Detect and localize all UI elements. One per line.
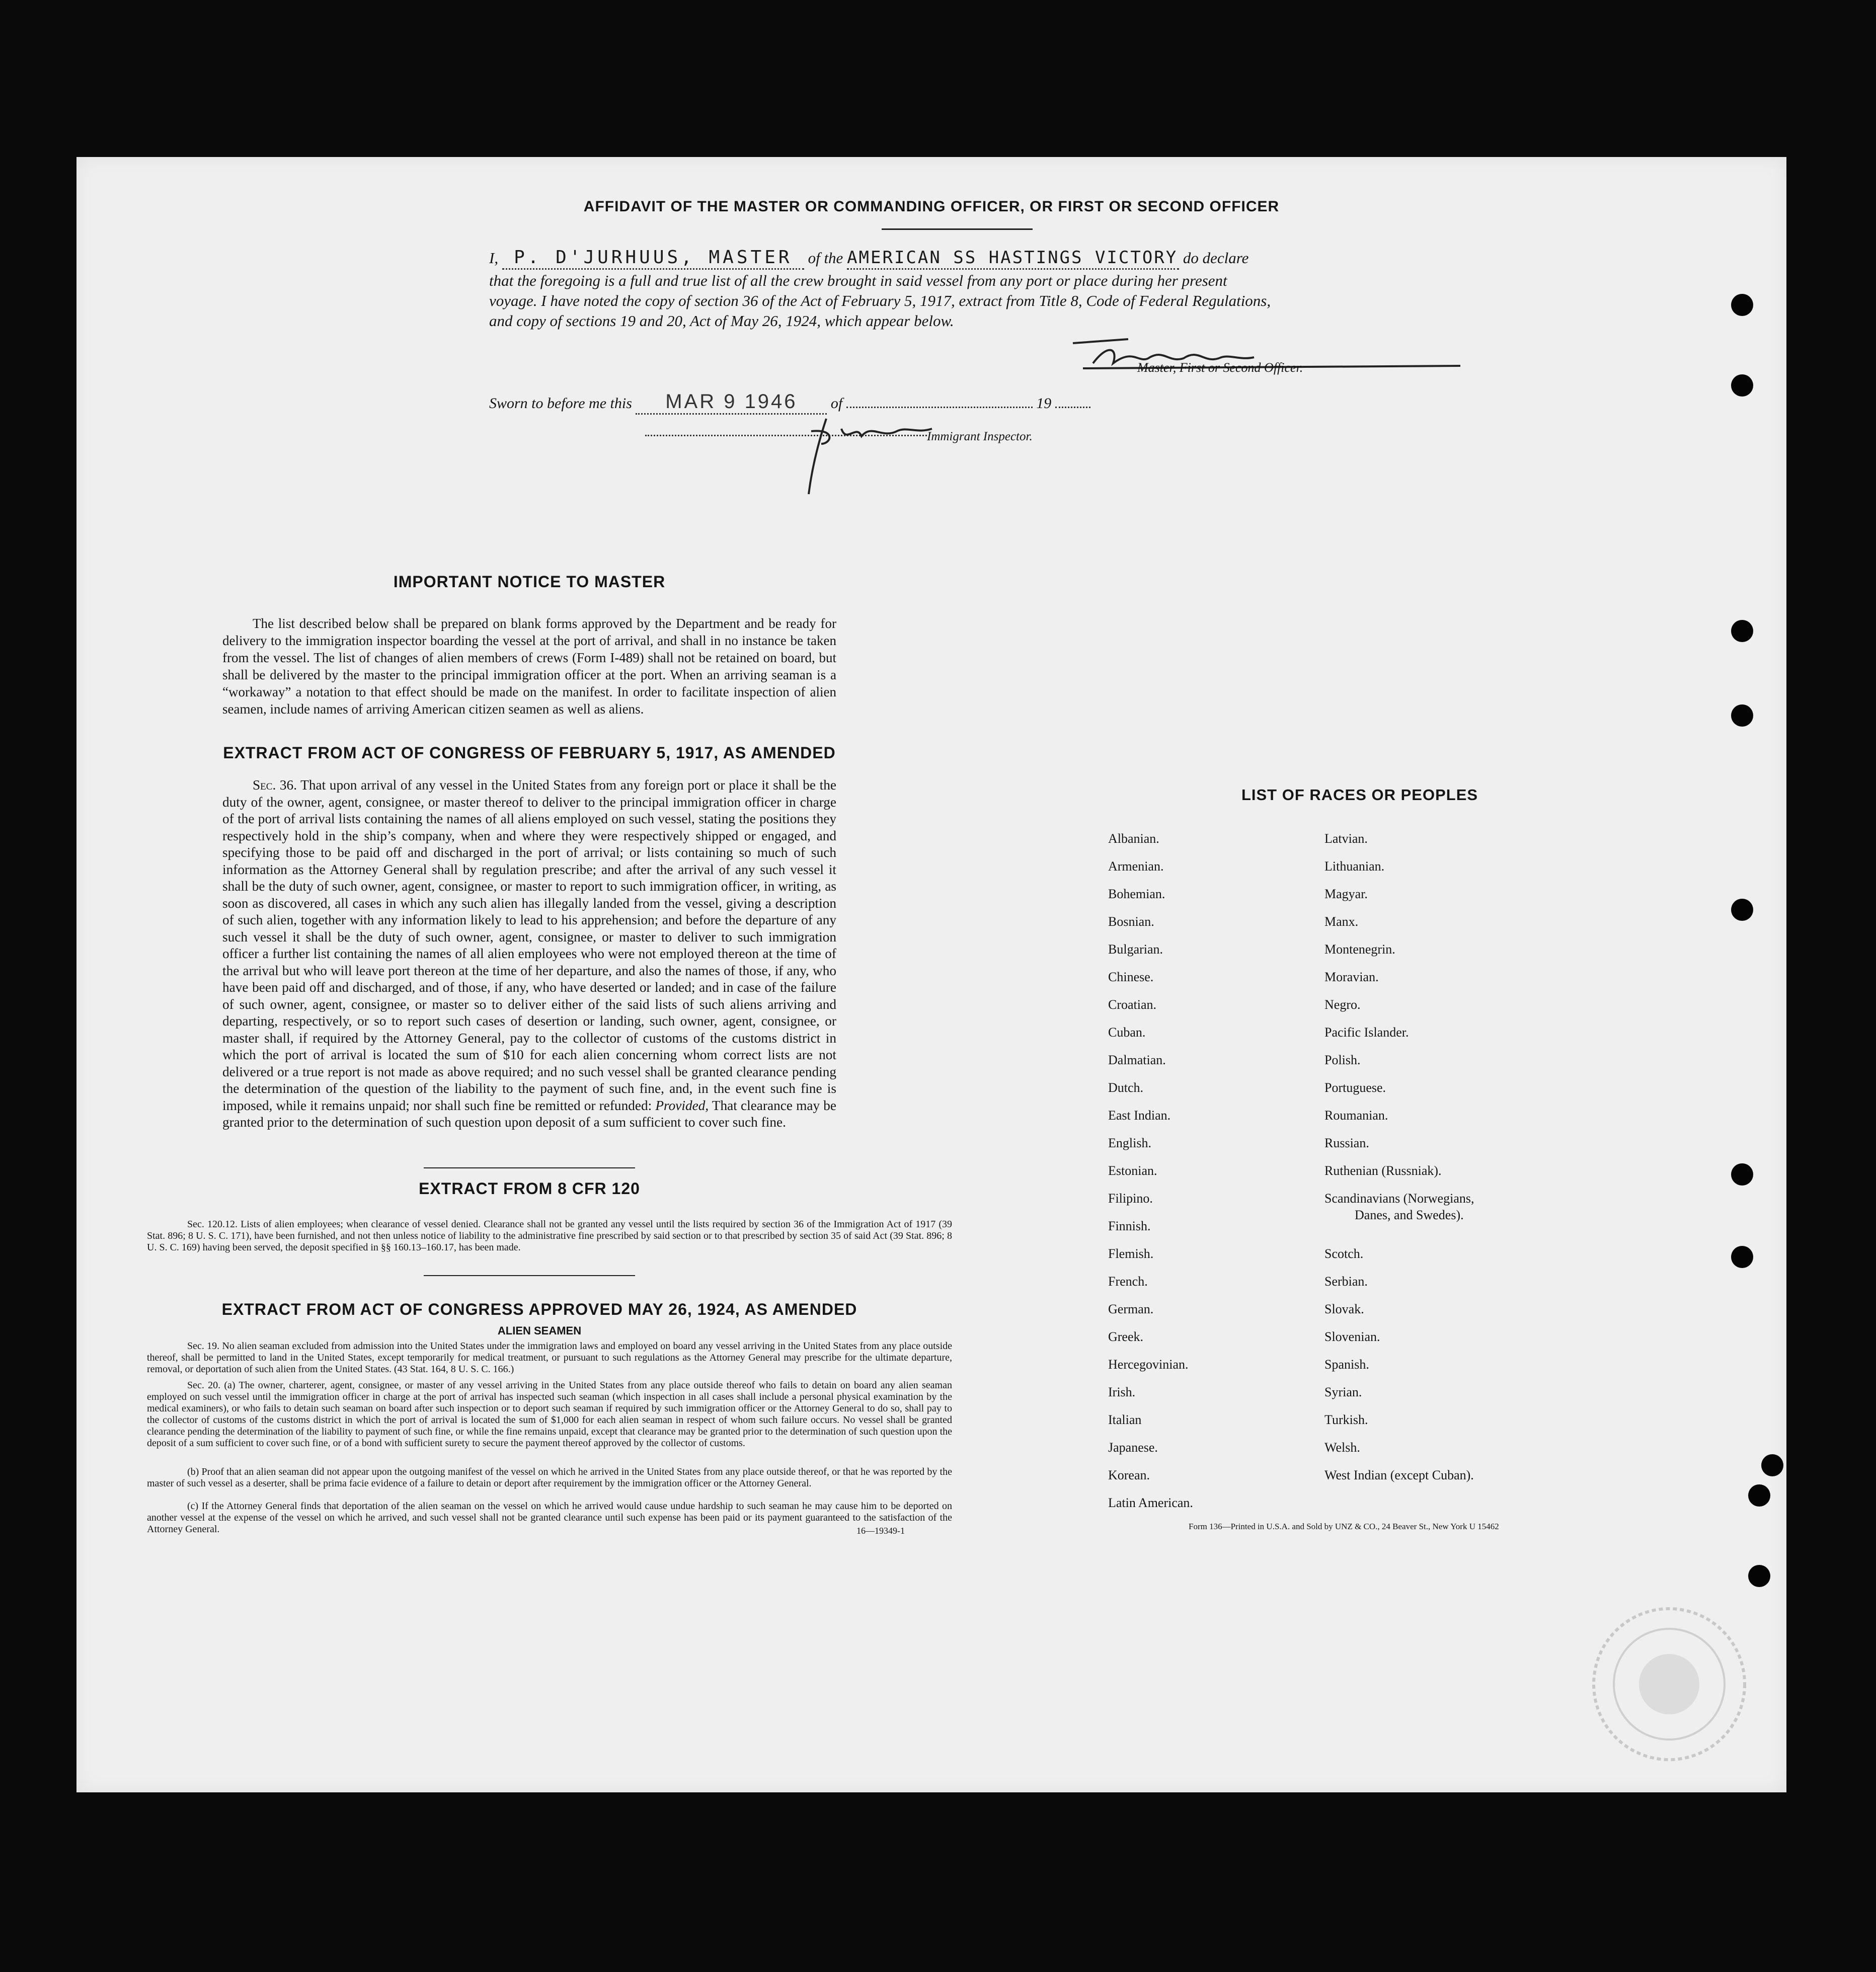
sworn-of: of xyxy=(830,395,843,412)
extract-1917-heading: EXTRACT FROM ACT OF CONGRESS OF FEBRUARY 5, 1917, AS AMENDED xyxy=(223,744,836,762)
race-item: Ruthenian (Russniak). xyxy=(1324,1163,1442,1178)
affidavit-title: AFFIDAVIT OF THE MASTER OR COMMANDING OFFICER, OR FIRST OR SECOND OFFICER xyxy=(583,198,1280,215)
race-item: Dalmatian. xyxy=(1108,1053,1166,1067)
affidavit-of-the: of the xyxy=(808,249,843,267)
race-item: Roumanian. xyxy=(1324,1108,1388,1123)
signature-caption: Master, First or Second Officer. xyxy=(1137,360,1303,375)
race-item: Estonian. xyxy=(1108,1163,1157,1178)
race-item: Manx. xyxy=(1324,914,1359,929)
race-item: Bulgarian. xyxy=(1108,942,1163,957)
race-item: Portuguese. xyxy=(1324,1080,1386,1095)
footer-code: 16—19349-1 xyxy=(856,1526,905,1536)
provided-word: Provided, xyxy=(655,1097,709,1113)
rule-1 xyxy=(424,1167,635,1168)
punch-hole xyxy=(1731,704,1753,727)
race-item: Albanian. xyxy=(1108,831,1159,846)
title-rule xyxy=(882,228,1033,230)
affidavit-do-declare: do declare xyxy=(1183,249,1249,267)
race-item: Bosnian. xyxy=(1108,914,1154,929)
race-item: Syrian. xyxy=(1324,1385,1362,1399)
race-item: Italian xyxy=(1108,1412,1142,1427)
race-item: East Indian. xyxy=(1108,1108,1171,1123)
notice-heading: IMPORTANT NOTICE TO MASTER xyxy=(393,573,666,591)
date-stamp: MAR 9 1946 xyxy=(665,390,798,413)
sec-20c-text: (c) If the Attorney General finds that deportation of the alien seaman on the vessel on which he arrived would cause undue hardship to such seaman he may cause him to be deported on another vessel at the expense of the vessel on which he arrived, and such vessel shall not be granted clearance until such expense has been paid or its payment guaranteed to the satisfaction of the Attorney General. xyxy=(147,1501,952,1535)
alien-seamen-subheading: ALIEN SEAMEN xyxy=(497,1324,582,1337)
sec-36-body: That upon arrival of any vessel in the United States from any foreign port or place it shall be the duty of the owner, agent, consignee, or master thereof to deliver to the principal immigration officer in charge of the port of arrival lists containing the names of all aliens employed on such vessel, stating the positions they respectively hold in the ship’s company, when and where they were respectively shipped or engaged, and specifying those to be paid off and discharged in the port of arrival; or lists containing so much of such information as the Attorney General shall by regulation prescribe; and after the arrival of any such vessel it shall be the duty of such owner, agent, consignee, or master to report to such immigration officer, in writing, as soon as discovered, all cases in which any such alien has illegally landed from the vessel, giving a description of such alien, together with any information likely to lead to his apprehension; and before the departure of any such vessel it shall be the duty of such owner, agent, consignee, or master to deliver to such immigration officer a further list containing the names of all alien employees who were not employed thereon at the time of the arrival but who will leave port thereon at the time of her departure, and also the names of those, if any, who have been paid off and discharged, and of those, if any, who have deserted or landed; and in case of the failure of such owner, agent, consignee, or master so to deliver either of the said lists of such aliens arriving and departing, respectively, or so to report such cases of desertion or landing, such owner, agent, consignee, or master shall, if required by the Attorney General, pay to the collector of customs of the customs district in which the port of arrival is located the sum of $10 for each alien concerning whom correct lists are not delivered or a true report is not made as above required; and no such vessel shall be granted clearance pending the determination of the question of the liability to the payment of such fine, and, in the event such fine is imposed, while it remains unpaid; nor shall such fine be remitted or refunded: xyxy=(222,777,836,1113)
race-item: Filipino. xyxy=(1108,1191,1153,1206)
sec-20a-text: Sec. 20. (a) The owner, charterer, agent, consignee, or master of any vessel arriving in the United States from any place outside thereof who fails to detain on board any alien seaman employed on such vessel until the immigration officer in charge at the port of arrival has inspected such seaman (which inspection in all cases shall include a personal physical examination by the medical examiners), or who fails to detain such seaman on board after such inspection or to deport such seaman if required by such immigration officer or the Attorney General to do so, shall pay to the collector of customs of the customs district in which the port of arrival is located the sum of $1,000 for each alien seaman in respect of whom such failure occurs. No vessel shall be granted clearance pending the determination of the liability to payment of such fine, or while the fine remains unpaid, except that clearance may be granted prior to the determination of such question upon the deposit of a sum sufficient to cover such fine, or of a bond with sufficient surety to secure the payment thereof approved by the collector of customs. xyxy=(147,1380,952,1449)
embossed-seal xyxy=(1586,1601,1752,1767)
race-item: Serbian. xyxy=(1324,1274,1368,1289)
race-item: Danes, and Swedes). xyxy=(1355,1208,1464,1222)
sworn-prefix: Sworn to before me this xyxy=(489,395,632,412)
race-item: Armenian. xyxy=(1108,859,1164,874)
race-item: Croatian. xyxy=(1108,997,1157,1012)
race-item: Korean. xyxy=(1108,1468,1150,1482)
race-item: Turkish. xyxy=(1324,1412,1368,1427)
inspector-caption: Immigrant Inspector. xyxy=(927,430,1033,443)
affidavit-line-3: voyage. I have noted the copy of section 36 of the Act of February 5, 1917, extract from Title 8, Code of Federal Regulations, xyxy=(489,292,1271,309)
race-item: Slovenian. xyxy=(1324,1329,1380,1344)
race-item: Bohemian. xyxy=(1108,887,1165,901)
punch-hole xyxy=(1731,1163,1753,1186)
affidavit-line-4: and copy of sections 19 and 20, Act of May 26, 1924, which appear below. xyxy=(489,312,954,330)
vessel-name-handwritten: AMERICAN SS HASTINGS VICTORY xyxy=(847,248,1178,268)
rule-2 xyxy=(424,1275,635,1276)
race-item: Dutch. xyxy=(1108,1080,1144,1095)
race-item: Russian. xyxy=(1324,1136,1369,1150)
race-item: English. xyxy=(1108,1136,1151,1150)
race-item: Hercegovinian. xyxy=(1108,1357,1189,1372)
form-footer: Form 136—Printed in U.S.A. and Sold by UNZ & CO., 24 Beaver St., New York U 15462 xyxy=(1189,1522,1499,1531)
race-item: Latin American. xyxy=(1108,1495,1193,1510)
document-page xyxy=(76,157,1786,1792)
punch-hole xyxy=(1731,620,1753,642)
punch-hole xyxy=(1731,1246,1753,1268)
race-item: Cuban. xyxy=(1108,1025,1146,1040)
race-item: Scandinavians (Norwegians, xyxy=(1324,1191,1474,1206)
race-item: Chinese. xyxy=(1108,970,1154,984)
affidavit-prefix: I, xyxy=(489,249,499,267)
punch-hole xyxy=(1731,374,1753,397)
race-item: Welsh. xyxy=(1324,1440,1360,1455)
notice-text: The list described below shall be prepared on blank forms approved by the Department and be ready for delivery to the immigration inspector boarding the vessel at the port of arrival, and shall in no instance be taken from the vessel. The list of changes of alien members of crews (Form I-489) shall not be retained on board, but shall be delivered by the master to the principal immigration officer at the port. When an arriving seaman is a “workaway” a notation to that effect should be made on the manifest. In order to facilitate inspection of alien seamen, include names of arriving American citizen seamen as well as aliens. xyxy=(222,616,836,717)
punch-hole xyxy=(1731,294,1753,316)
punch-hole xyxy=(1761,1454,1783,1476)
race-item: Pacific Islander. xyxy=(1324,1025,1409,1040)
race-item: Latvian. xyxy=(1324,831,1368,846)
inspector-signature xyxy=(781,409,982,499)
master-name-handwritten: P. D'JURHUUS, MASTER xyxy=(514,247,793,268)
race-item: Negro. xyxy=(1324,997,1361,1012)
sec-36-label: Sec. 36. xyxy=(253,777,297,793)
extract-1924-heading: EXTRACT FROM ACT OF CONGRESS APPROVED MAY 26, 1924, AS AMENDED xyxy=(221,1300,857,1318)
punch-hole xyxy=(1748,1484,1770,1507)
race-item: Spanish. xyxy=(1324,1357,1369,1372)
race-item: Montenegrin. xyxy=(1324,942,1395,957)
race-item: Japanese. xyxy=(1108,1440,1158,1455)
sec-36-end: That clearance may be granted prior to the determination of such question upon deposit of a sum sufficient to cover such fine. xyxy=(222,1097,836,1130)
race-item: Magyar. xyxy=(1324,887,1368,901)
extract-1917-text xyxy=(222,777,836,1131)
race-item: Greek. xyxy=(1108,1329,1144,1344)
punch-hole xyxy=(1748,1565,1770,1587)
affidavit-line-1 xyxy=(489,248,1475,270)
sec-19-text: Sec. 19. No alien seaman excluded from admission into the United States under the immigration laws and employed on board any vessel arriving in the United States from any place outside thereof, shall be permitted to land in the United States, except temporarily for medical treatment, or pursuant to such regulations as the Attorney General may prescribe for the ultimate departure, removal, or deportation of such alien from the United States. (43 Stat. 164, 8 U. S. C. 166.) xyxy=(147,1340,952,1375)
cfr-heading: EXTRACT FROM 8 CFR 120 xyxy=(419,1179,640,1198)
punch-hole xyxy=(1731,899,1753,921)
race-item: Polish. xyxy=(1324,1053,1361,1067)
race-item: Slovak. xyxy=(1324,1302,1364,1316)
affidavit-line-2: that the foregoing is a full and true list of all the crew brought in said vessel from any port or place during her present xyxy=(489,272,1227,289)
race-item: West Indian (except Cuban). xyxy=(1324,1468,1474,1482)
race-item: Lithuanian. xyxy=(1324,859,1385,874)
race-item: Scotch. xyxy=(1324,1246,1364,1261)
cfr-text: Sec. 120.12. Lists of alien employees; when clearance of vessel denied. Clearance shall not be granted any vessel until the lists required by section 36 of the Immigration Act of 1917 (39 Stat. 896; 8 U. S. C. 171), have been furnished, and not then unless notice of liability to the administrative fine prescribed by said section or to that prescribed by section 35 of said Act (39 Stat. 896; 8 U. S. C. 169) having been served, the deposit specified in §§ 160.13–160.17, has been made. xyxy=(147,1219,952,1253)
sworn-year: 19 xyxy=(1036,395,1052,412)
race-item: Flemish. xyxy=(1108,1246,1154,1261)
sec-20b-text: (b) Proof that an alien seaman did not appear upon the outgoing manifest of the vessel on which he arrived in the United States from any place outside thereof, or that he was reported by the master of such vessel as a deserter, shall be prima facie evidence of a failure to detain or deport after requirement by the immigration officer or the Attorney General. xyxy=(147,1466,952,1489)
race-item: Moravian. xyxy=(1324,970,1379,984)
race-item: French. xyxy=(1108,1274,1148,1289)
race-item: Irish. xyxy=(1108,1385,1136,1399)
races-heading: LIST OF RACES OR PEOPLES xyxy=(1241,786,1478,804)
race-item: Finnish. xyxy=(1108,1219,1151,1233)
race-item: German. xyxy=(1108,1302,1154,1316)
